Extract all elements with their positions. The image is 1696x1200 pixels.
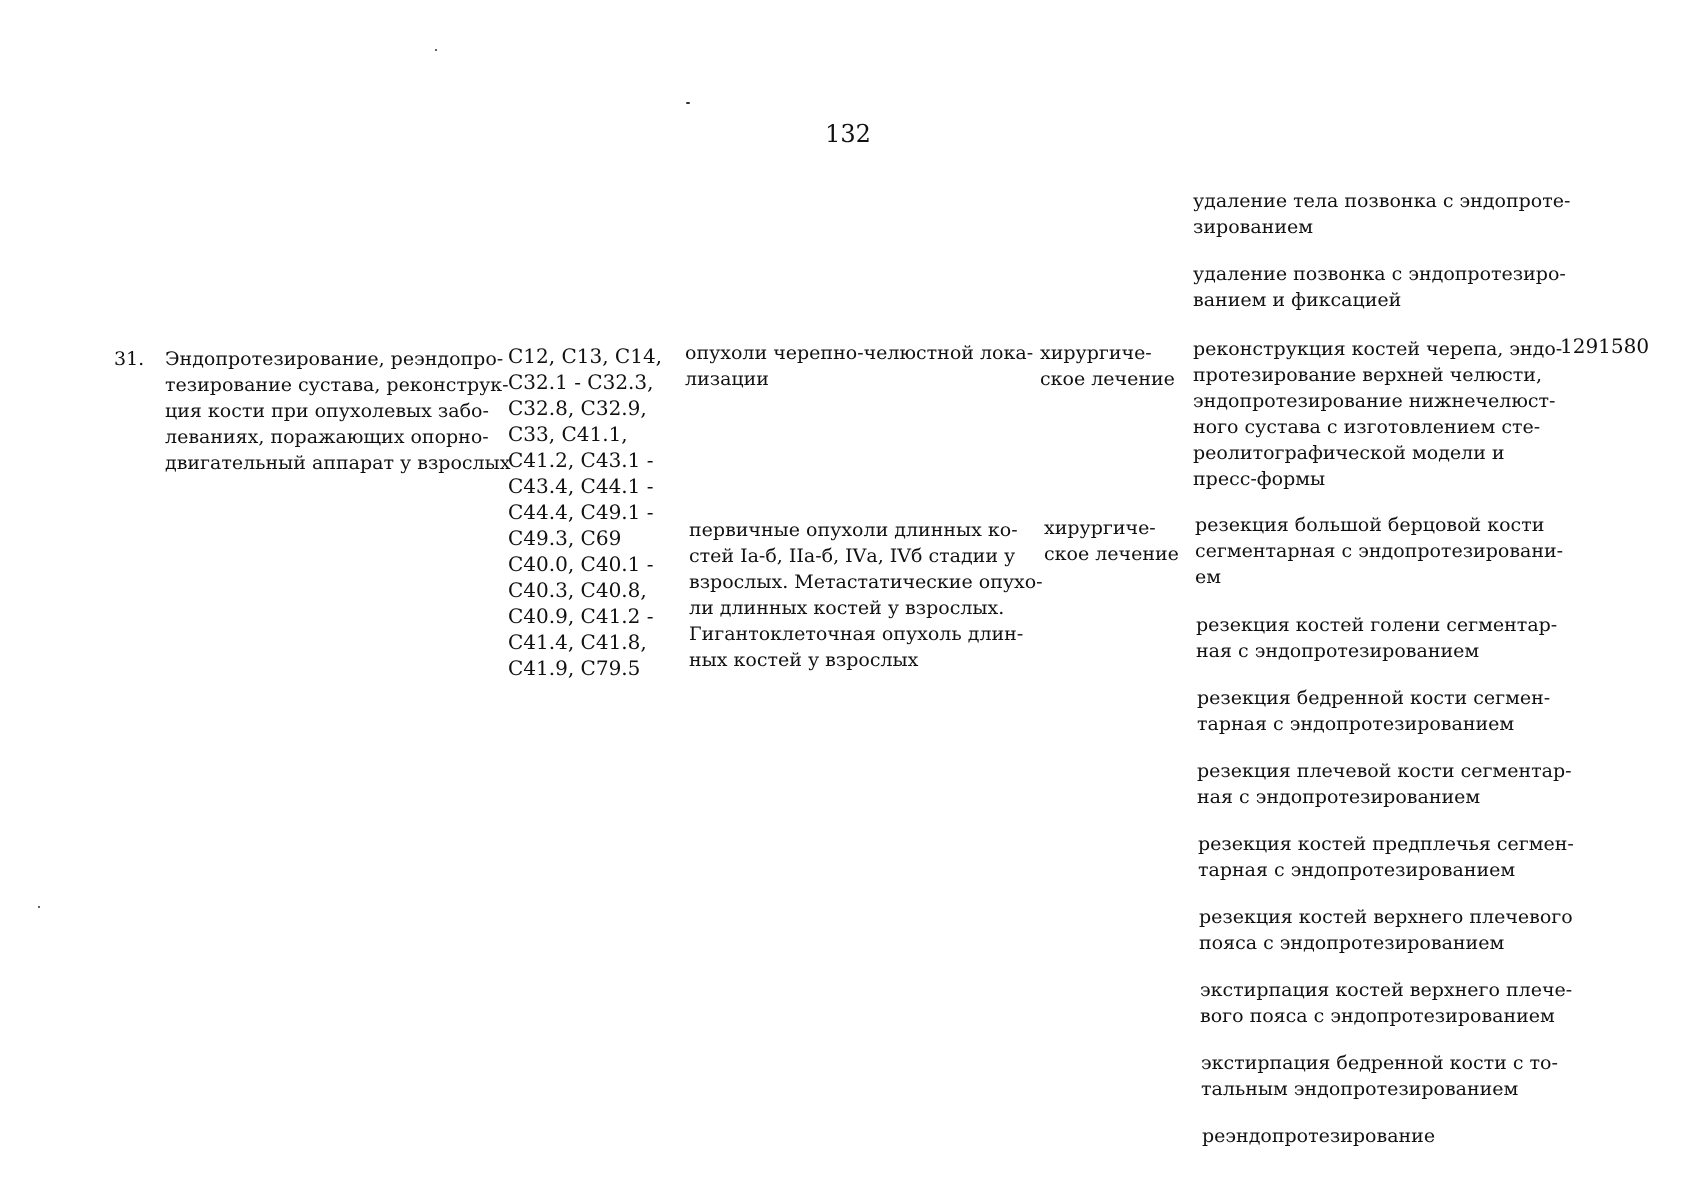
icd-codes: C12, C13, C14, C32.1 - C32.3, C32.8, C32.9, C33, C41.1, C41.2, C43.1 - C43.4, C44.1 - C44.4, C49.1 - C49.3, C69 C40.0, C40.1 - C40.3, C40.8, C40.9, C41.2 - C41.4, C41.8, C41.9, C79.5	[508, 344, 663, 680]
method-item: резекция костей предплечья сегмен- тарная с эндопротезированием	[1198, 833, 1574, 881]
patient-model: первичные опухоли длинных ко- стей Iа-б, IIа-б, IVа, IVб стадии у взрослых. Метастатические опухо- ли длинных костей у взрослых. Гигантоклеточная опухоль длин- ных костей у взрослых	[689, 519, 1043, 671]
row-title: Эндопротезирование, реэндопро- тезирование сустава, реконструк- ция кости при опухолевых забо- леваниях, поражающих опорно- двигательный аппарат у взрослых	[165, 348, 511, 474]
treatment-type: хирургиче- ское лечение	[1040, 342, 1175, 390]
method-item: удаление тела позвонка с эндопроте- зированием	[1193, 190, 1571, 238]
method-item: резекция бедренной кости сегмен- тарная с эндопротезированием	[1197, 687, 1551, 735]
method-item: резекция костей голени сегментар- ная с эндопротезированием	[1196, 614, 1558, 662]
scan-speck	[435, 49, 437, 51]
scan-speck	[38, 906, 40, 908]
page-number: 132	[825, 120, 871, 148]
price: 1291580	[1560, 334, 1650, 358]
scan-speck	[686, 102, 690, 104]
method-item: экстирпация бедренной кости с то- тальным эндопротезированием	[1201, 1052, 1558, 1100]
method-item: резекция большой берцовой кости сегментарная с эндопротезировани- ем	[1195, 514, 1564, 588]
treatment-type: хирургиче- ское лечение	[1044, 517, 1179, 565]
method-item: экстирпация костей верхнего плече- вого пояса с эндопротезированием	[1200, 979, 1573, 1027]
method-item: резекция костей верхнего плечевого пояса с эндопротезированием	[1199, 906, 1573, 954]
method-item: удаление позвонка с эндопротезиро- ванием и фиксацией	[1193, 263, 1566, 311]
row-number: 31.	[114, 348, 145, 370]
patient-model: опухоли черепно-челюстной лока- лизации	[685, 342, 1034, 390]
method-item: резекция плечевой кости сегментар- ная с эндопротезированием	[1197, 760, 1572, 808]
method-item: реэндопротезирование	[1202, 1125, 1436, 1147]
method-item: реконструкция костей черепа, эндо- протезирование верхней челюсти, эндопротезирование нижнечелюст- ного сустава с изготовлением сте- реолитографической модели и пресс-формы	[1193, 338, 1563, 490]
